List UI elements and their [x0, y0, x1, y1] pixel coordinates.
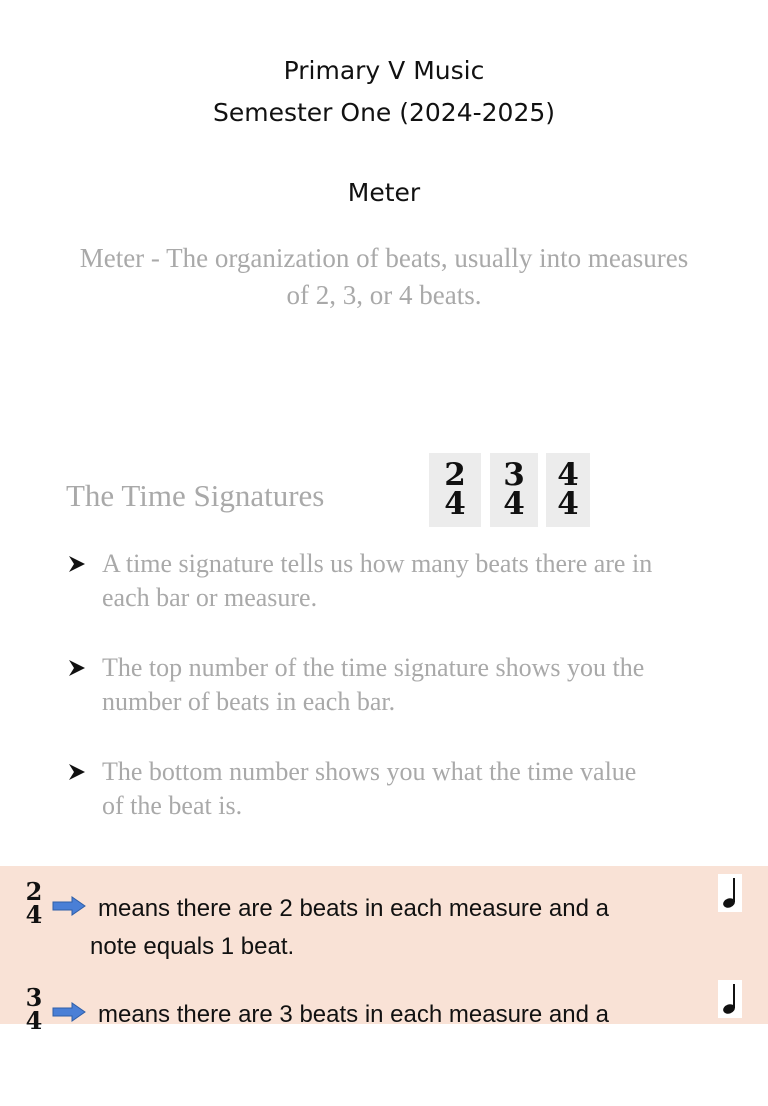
time-signature-top: 3 — [503, 457, 525, 493]
time-signature-bottom: 4 — [25, 1006, 43, 1035]
time-signature-bottom: 4 — [557, 486, 579, 522]
example-line: note equals 1 beat. — [90, 933, 295, 960]
time-signature-4-4 — [546, 453, 590, 527]
right-arrow-icon — [52, 1002, 86, 1022]
example-line: means there are 2 beats in each measure and a — [98, 895, 609, 922]
time-signatures-title: The Time Signatures — [66, 478, 325, 513]
definition-line: of 2, 3, or 4 beats. — [286, 280, 482, 310]
semester-subtitle: Semester One (2024-2025) — [212, 98, 556, 127]
bullet-line: A time signature tells us how many beats there are in — [102, 549, 653, 578]
example-row — [0, 983, 768, 1106]
time-signature-top: 4 — [557, 457, 579, 493]
definition-line: Meter - The organization of beats, usually into measures — [79, 243, 689, 273]
example-time-signature — [22, 983, 46, 1035]
course-title: Primary V Music — [283, 56, 485, 85]
quarter-note-icon — [718, 874, 742, 912]
bullet-line: number of beats in each bar. — [102, 687, 396, 716]
time-signature-bottom: 4 — [444, 486, 466, 522]
examples-panel — [0, 866, 768, 1035]
example-text — [90, 996, 710, 1034]
arrowhead-bullet-icon — [66, 651, 90, 685]
time-signature-top: 2 — [25, 877, 43, 906]
example-text — [90, 890, 710, 966]
time-signature-2-4 — [429, 453, 481, 527]
topic-heading: Meter — [347, 178, 421, 207]
time-signature-top: 2 — [444, 457, 466, 493]
time-signature-bottom: 4 — [25, 900, 43, 929]
bullet-line: of the beat is. — [102, 791, 243, 820]
time-signature-top: 3 — [25, 983, 43, 1012]
example-line: means there are 3 beats in each measure and a — [98, 1001, 609, 1028]
bullet-line: The top number of the time signature shows you the — [102, 653, 645, 682]
time-signature-bottom: 4 — [503, 486, 525, 522]
quarter-note-icon — [718, 980, 742, 1018]
time-signature-3-4 — [490, 453, 538, 527]
arrowhead-bullet-icon — [66, 755, 90, 789]
right-arrow-icon — [52, 896, 86, 916]
arrowhead-bullet-icon — [66, 547, 90, 581]
bullet-line: each bar or measure. — [102, 583, 318, 612]
example-row — [0, 877, 768, 1000]
example-time-signature — [22, 877, 46, 929]
bullet-line: The bottom number shows you what the time value — [102, 757, 637, 786]
meter-definition — [30, 240, 738, 314]
